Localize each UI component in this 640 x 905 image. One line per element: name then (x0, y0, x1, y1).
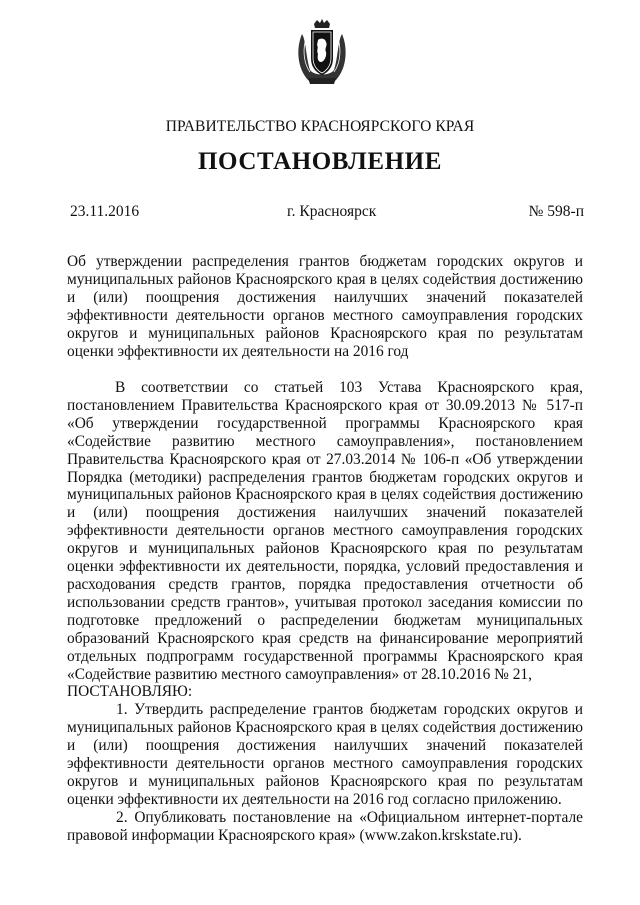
document-subject: Об утверждении распределения грантов бюджетам городских округов и муниципальных районов Красноярского края в целях содействия достижению и (или) поощрения достижения наилучших значений показателей эффективности деятельности органов местного самоуправления городских округов и муниципальных районов Красноярского края по результатам оценки эффективности их деятельности на 2016 год (67, 253, 583, 360)
resolve-statement: ПОСТАНОВЛЯЮ: (67, 683, 193, 701)
document-body (67, 379, 583, 845)
coat-of-arms-emblem (294, 18, 350, 88)
document-date: 23.11.2016 (70, 203, 140, 220)
document-type-heading: ПОСТАНОВЛЕНИЕ (197, 148, 443, 175)
preamble-paragraph: В соответствии со статьей 103 Устава Красноярского края, постановлением Правительства Красноярского края от 30.09.2013 № 517-п «Об утверждении государственной программы Красноярского края «Содействие развитию местного самоуправления», постановлением Правительства Красноярского края от 27.03.2014 № 106-п «Об утверждении Порядка (методики) распределения грантов бюджетам городских округов и муниципальных районов Красноярского края в целях содействия достижению и (или) поощрения достижения наилучших значений показателей эффективности деятельности органов местного самоуправления городских округов и муниципальных районов Красноярского края по результатам оценки эффективности их деятельности, порядка, условий предоставления и расходования средств грантов, порядка предоставления отчетности об использовании средств грантов», учитывая протокол заседания комиссии по подготовке предложений о распределении бюджетам муниципальных образований Красноярского края средств на финансирование мероприятий отдельных подпрограмм государственной программы Красноярского края «Содействие развитию местного самоуправления» от 28.10.2016 № 21, (67, 379, 583, 683)
list-item: 1. Утвердить распределение грантов бюджетам городских округов и муниципальных районов Красноярского края в целях содействия достижению и (или) поощрения достижения наилучших значений показателей эффективности деятельности органов местного самоуправления городских округов и муниципальных районов Красноярского края по результатам оценки эффективности их деятельности на 2016 год согласно приложению. (67, 701, 583, 808)
government-name: ПРАВИТЕЛЬСТВО КРАСНОЯРСКОГО КРАЯ (165, 118, 475, 135)
document-number: № 598-п (528, 203, 584, 220)
list-item: 2. Опубликовать постановление на «Официальном интернет-портале правовой информации Красноярского края» (www.zakon.krskstate.ru). (67, 808, 583, 844)
document-city: г. Красноярск (287, 203, 377, 220)
